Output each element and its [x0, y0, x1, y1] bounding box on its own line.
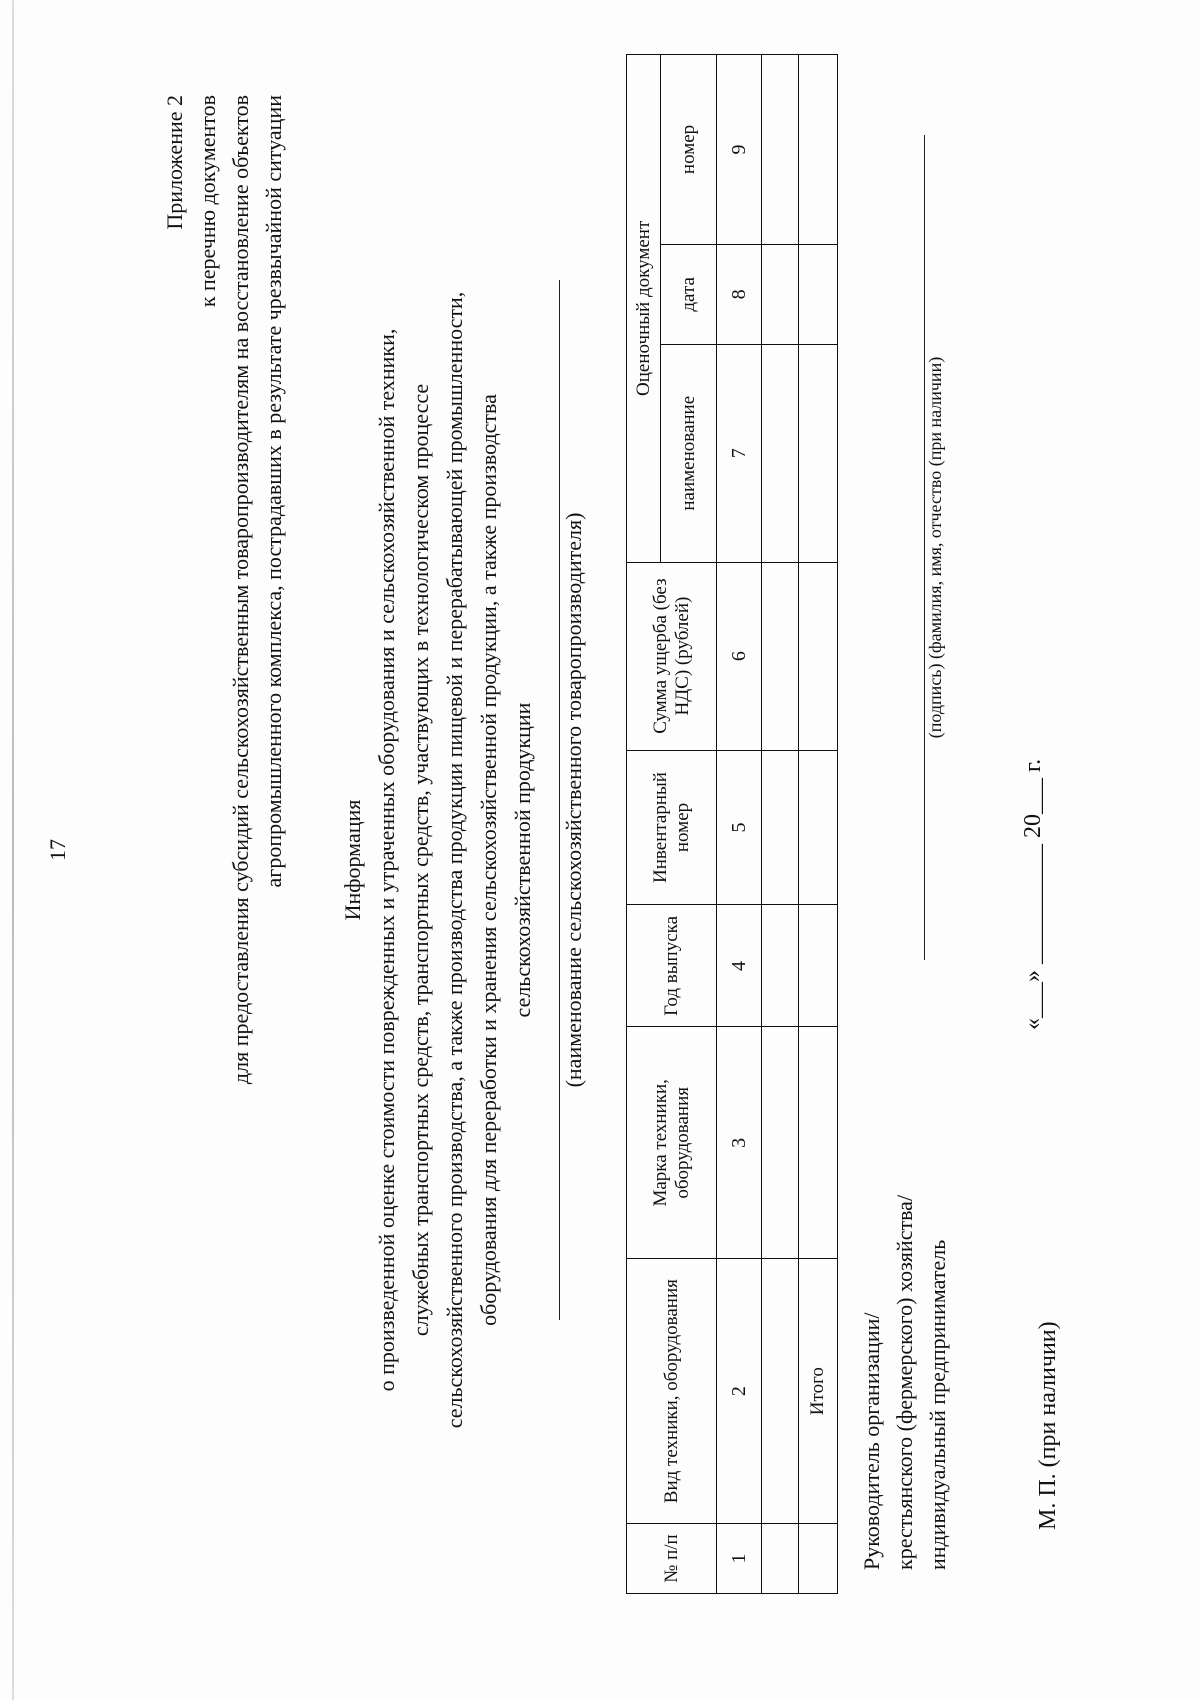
- document-title: [336, 100, 540, 1620]
- table-cell: [762, 562, 799, 750]
- column-number: 9: [717, 55, 762, 245]
- appendix-line-2: к перечню документов: [195, 95, 220, 308]
- appendix-line-4: агропромышленного комплекса, пострадавших в результате чрезвычайной ситуации: [261, 95, 286, 888]
- total-row: [799, 55, 838, 1594]
- column-number: 5: [717, 750, 762, 905]
- table-cell: [762, 1259, 799, 1524]
- title-line-5: сельскохозяйственной продукции: [510, 702, 535, 1018]
- table-cell: [762, 244, 799, 344]
- column-number: 8: [717, 244, 762, 344]
- title-line-2: служебных транспортных средств, транспортных средств, участвующих в технологическом процессе: [408, 383, 433, 1337]
- signer-block: [855, 1195, 954, 1570]
- header-doc-date: дата: [661, 244, 717, 344]
- signature-caption: (подпись) (фамилия, имя, отчество (при наличии): [925, 356, 945, 739]
- table-cell: [799, 1524, 838, 1594]
- producer-name-line: [559, 280, 560, 1320]
- table-cell: [762, 344, 799, 562]
- header-inventory-number: Инвентарный номер: [627, 750, 717, 905]
- appendix-header: [158, 95, 290, 1084]
- signer-line-1: Руководитель организации/: [859, 1312, 884, 1570]
- signer-line-3: индивидуальный предприниматель: [925, 1239, 950, 1570]
- table-cell: [762, 55, 799, 245]
- column-number: 1: [717, 1524, 762, 1594]
- date-field: «___» __________ 20___ г.: [1020, 758, 1046, 1030]
- header-equipment-type: Вид техники, оборудования: [627, 1259, 717, 1524]
- stamp-placeholder: М. П. (при наличии): [1035, 1321, 1061, 1530]
- table-cell: [762, 750, 799, 905]
- title-line-1: о произведенной оценке стоимости поврежденных и утраченных оборудования и сельскохозяйственной техники,: [374, 328, 399, 1392]
- table-row: [762, 55, 799, 1594]
- table-cell: [799, 905, 838, 1027]
- page-number: 17: [45, 839, 70, 861]
- header-damage-amount: Сумма ущерба (без НДС) (рублей): [627, 562, 717, 750]
- column-number: 6: [717, 562, 762, 750]
- table-cell: [799, 1027, 838, 1259]
- column-number: 2: [717, 1259, 762, 1524]
- title-heading: Информация: [340, 799, 365, 921]
- header-number: № п/п: [627, 1524, 717, 1594]
- table-cell: [762, 905, 799, 1027]
- table-cell: [799, 55, 838, 245]
- signer-line-2: крестьянского (фермерского) хозяйства/: [892, 1194, 917, 1570]
- column-number-row: [717, 55, 762, 1594]
- title-line-4: оборудования для переработки и хранения сельскохозяйственной продукции, а также производства: [476, 394, 501, 1326]
- table-cell: [799, 244, 838, 344]
- appendix-line-3: для предоставления субсидий сельскохозяйственным товаропроизводителям на восстановление объектов: [228, 95, 253, 1085]
- table-cell: [762, 1027, 799, 1259]
- header-doc-number: номер: [661, 55, 717, 245]
- table-cell: [762, 1524, 799, 1594]
- header-year: Год выпуска: [627, 905, 717, 1027]
- title-line-3: сельскохозяйственного производства, а также производства продукции пищевой и перерабатывающей промышленности,: [442, 291, 467, 1429]
- header-brand: Марка техники, оборудования: [627, 1027, 717, 1259]
- appendix-line-1: Приложение 2: [162, 95, 187, 230]
- column-number: 7: [717, 344, 762, 562]
- table-cell: [799, 562, 838, 750]
- table-cell: [799, 344, 838, 562]
- producer-name-caption: (наименование сельскохозяйственного товаропроизводителя): [561, 512, 586, 1088]
- header-valuation-document: Оценочный документ: [627, 55, 661, 563]
- table-cell: [799, 750, 838, 905]
- column-number: 4: [717, 905, 762, 1027]
- column-number: 3: [717, 1027, 762, 1259]
- header-doc-name: наименование: [661, 344, 717, 562]
- damage-table: [626, 54, 838, 1594]
- total-label: Итого: [799, 1259, 838, 1524]
